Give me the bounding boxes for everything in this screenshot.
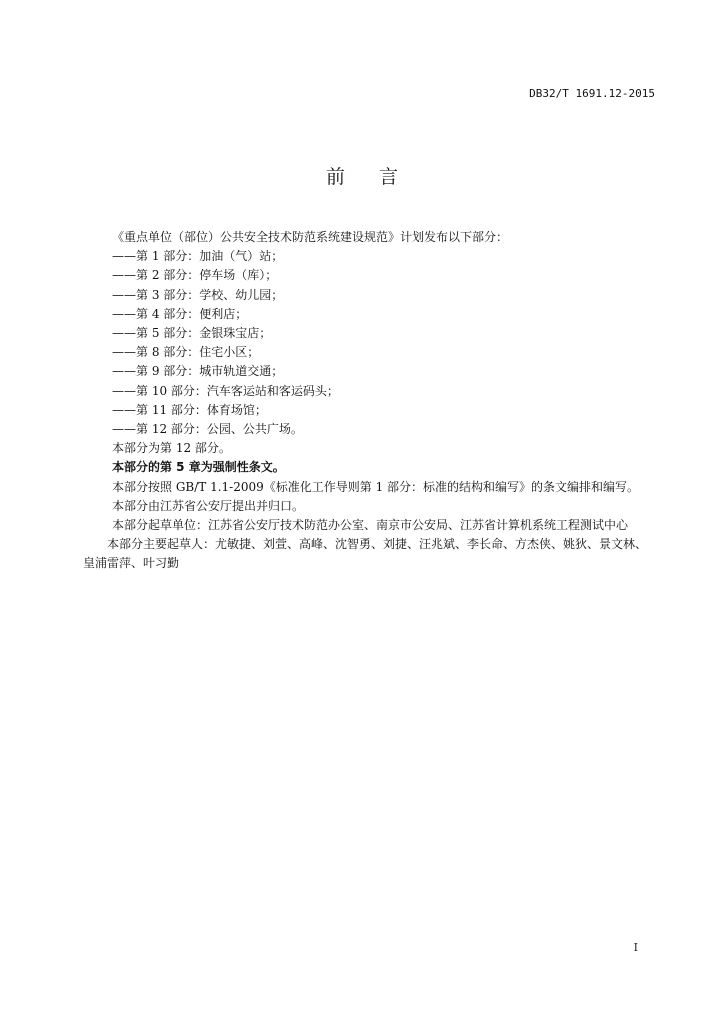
list-item: ——第 3 部分：学校、幼儿园； [112, 287, 284, 302]
page-title [0, 162, 724, 189]
drafting-rules-statement: 本部分按照 GB/T 1.1-2009《标准化工作导则第 1 部分：标准的结构和编写》的条文编排和编写。 [112, 479, 640, 494]
list-item: ——第 5 部分：金银珠宝店； [112, 326, 272, 341]
document-code: DB32/T 1691.12-2015 [529, 87, 655, 100]
list-item: ——第 9 部分：城市轨道交通； [112, 364, 284, 379]
list-item: ——第 8 部分：住宅小区； [112, 345, 260, 360]
list-item: ——第 2 部分：停车场（库）； [112, 268, 278, 283]
list-item: ——第 10 部分：汽车客运站和客运码头； [112, 383, 339, 398]
proposed-by-statement: 本部分由江苏省公安厅提出并归口。 [112, 498, 305, 513]
this-part-statement: 本部分为第 12 部分。 [112, 441, 231, 456]
title-char-1: 前 [325, 166, 345, 188]
mandatory-statement: 本部分的第 5 章为强制性条文。 [112, 460, 285, 475]
list-item: ——第 4 部分：便利店； [112, 306, 248, 321]
list-item: ——第 1 部分：加油（气）站； [112, 249, 284, 264]
intro-paragraph: 《重点单位（部位）公共安全技术防范系统建设规范》计划发布以下部分： [112, 230, 509, 244]
list-item: ——第 12 部分：公园、公共广场。 [112, 422, 303, 437]
title-char-2: 言 [379, 166, 399, 188]
list-item: ——第 11 部分：体育场馆； [112, 402, 267, 417]
document-body [83, 228, 658, 574]
drafting-units-statement: 本部分起草单位：江苏省公安厅技术防范办公室、南京市公安局、江苏省计算机系统工程测试中心 [112, 518, 629, 533]
drafters-statement: 本部分主要起草人：尤敏捷、刘萱、高峰、沈智勇、刘捷、汪兆斌、李长命、方杰侠、姚狄、景文林、皇浦雷萍、叶习勤 [83, 537, 648, 571]
parts-list [88, 247, 658, 439]
page-number: I [633, 941, 638, 954]
